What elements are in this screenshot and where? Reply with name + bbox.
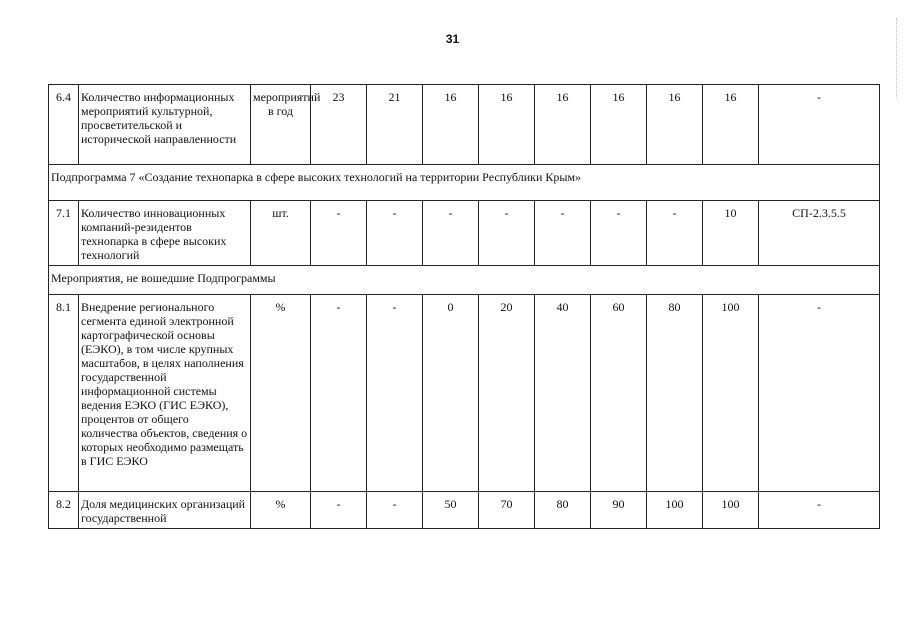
unit-cell: шт.	[251, 201, 311, 266]
reference-cell: -	[759, 295, 880, 492]
value-cell: -	[367, 201, 423, 266]
section-row	[49, 165, 880, 201]
value-cell: 10	[703, 201, 759, 266]
value-cell: 80	[647, 295, 703, 492]
section-row	[49, 266, 880, 295]
value-cell: 100	[703, 492, 759, 529]
value-cell: -	[535, 201, 591, 266]
value-cell: 21	[367, 85, 423, 165]
value-cell: 16	[423, 85, 479, 165]
value-cell: 90	[591, 492, 647, 529]
value-cell: 16	[591, 85, 647, 165]
value-cell: 20	[479, 295, 535, 492]
value-cell: -	[423, 201, 479, 266]
row-number: 8.1	[49, 295, 79, 492]
value-cell: -	[367, 492, 423, 529]
table-row	[49, 295, 880, 492]
value-cell: 40	[535, 295, 591, 492]
value-cell: 100	[703, 295, 759, 492]
row-number: 6.4	[49, 85, 79, 165]
indicator-name: Количество информационных мероприятий культурной, просветительской и исторической направленности	[79, 85, 251, 165]
value-cell: 16	[535, 85, 591, 165]
scan-edge-marks	[890, 18, 897, 98]
table-row	[49, 85, 880, 165]
value-cell: -	[591, 201, 647, 266]
value-cell: 16	[647, 85, 703, 165]
value-cell: -	[311, 201, 367, 266]
table-row	[49, 492, 880, 529]
indicator-name: Доля медицинских организаций государственной	[79, 492, 251, 529]
unit-cell: %	[251, 295, 311, 492]
unit-cell: %	[251, 492, 311, 529]
reference-cell: СП-2.3.5.5	[759, 201, 880, 266]
value-cell: 100	[647, 492, 703, 529]
unit-cell: мероприятий в год	[251, 85, 311, 165]
indicators-table	[48, 84, 880, 529]
value-cell: 60	[591, 295, 647, 492]
section-title: Подпрограмма 7 «Создание технопарка в сфере высоких технологий на территории Республики Крым»	[49, 165, 880, 201]
value-cell: -	[479, 201, 535, 266]
value-cell: -	[367, 295, 423, 492]
indicator-name: Внедрение регионального сегмента единой электронной картографической основы (ЕЭКО), в том числе крупных масштабов, в целях наполнения государственной информационной системы ведения ЕЭКО (ГИС ЕЭКО), процентов от общего количества объектов, сведения о которых необходимо размещать в ГИС ЕЭКО	[79, 295, 251, 492]
reference-cell: -	[759, 85, 880, 165]
value-cell: 23	[311, 85, 367, 165]
section-title: Мероприятия, не вошедшие Подпрограммы	[49, 266, 880, 295]
value-cell: -	[311, 295, 367, 492]
row-number: 7.1	[49, 201, 79, 266]
row-number: 8.2	[49, 492, 79, 529]
table-body	[49, 85, 880, 529]
indicator-name: Количество инновационных компаний-резидентов технопарка в сфере высоких технологий	[79, 201, 251, 266]
value-cell: -	[647, 201, 703, 266]
value-cell: 16	[479, 85, 535, 165]
value-cell: 50	[423, 492, 479, 529]
table-row	[49, 201, 880, 266]
value-cell: -	[311, 492, 367, 529]
value-cell: 0	[423, 295, 479, 492]
value-cell: 16	[703, 85, 759, 165]
reference-cell: -	[759, 492, 880, 529]
value-cell: 70	[479, 492, 535, 529]
value-cell: 80	[535, 492, 591, 529]
page-number: 31	[445, 32, 460, 46]
